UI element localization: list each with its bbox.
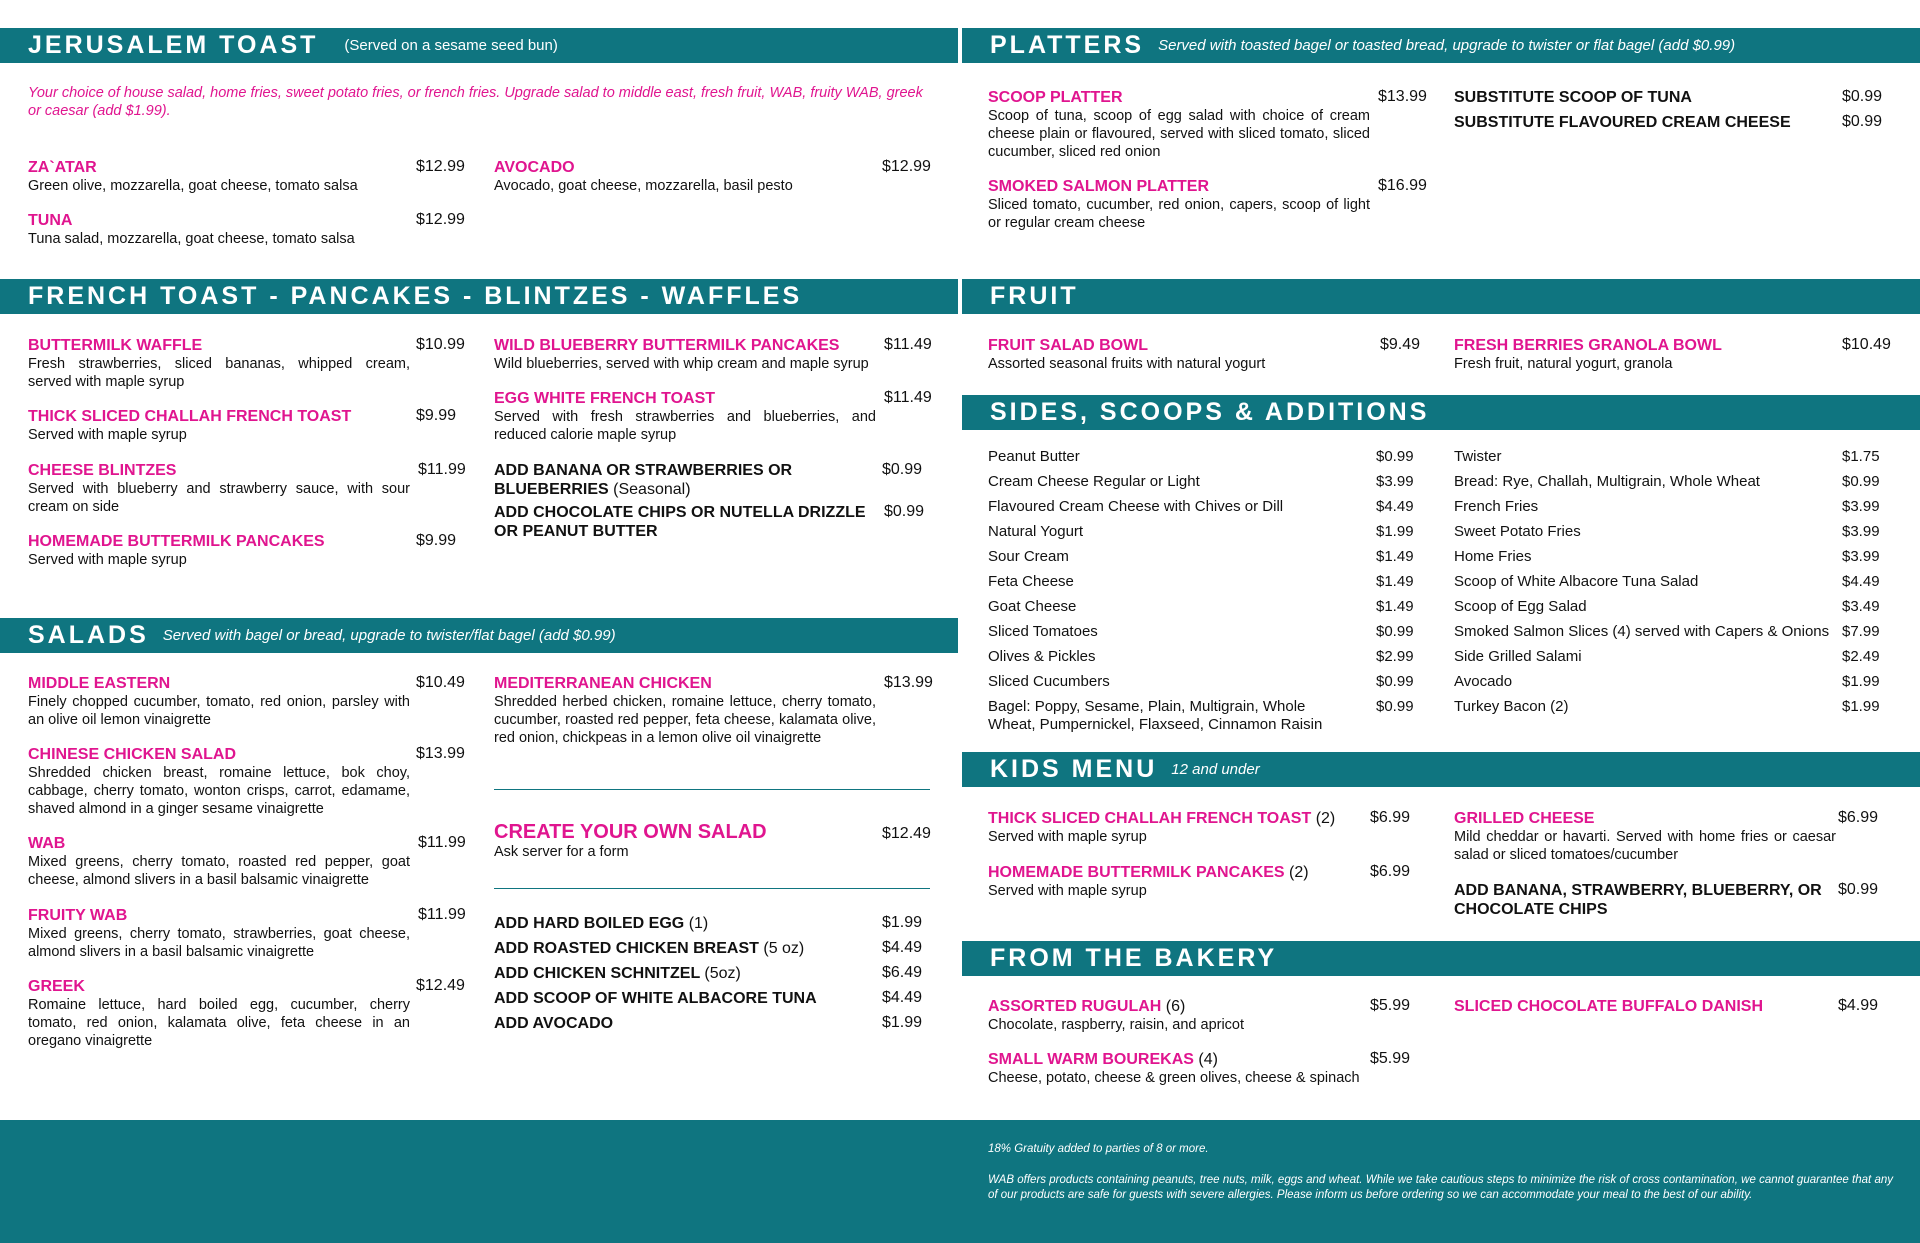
item-description: Fresh strawberries, sliced bananas, whipped cream, served with maple syrup [28, 356, 410, 390]
item-price: $16.99 [1378, 177, 1427, 194]
side-item-name: Twister [1454, 448, 1502, 465]
add-on-name: ADD AVOCADO [494, 1015, 614, 1032]
add-on-name: ADD CHICKEN SCHNITZEL [494, 965, 700, 982]
add-on-item [494, 939, 804, 958]
item-price: $10.99 [416, 336, 465, 353]
side-item-price: $2.99 [1376, 648, 1414, 665]
item-name: WAB [28, 835, 66, 852]
create-your-own-price: $12.49 [882, 825, 931, 842]
item-price: $6.99 [1370, 809, 1411, 826]
footer-band [0, 1120, 1920, 1243]
add-on-price: $4.49 [882, 989, 923, 1006]
item-description: Green olive, mozzarella, goat cheese, tomato salsa [28, 178, 358, 194]
menu-item [28, 906, 410, 961]
side-item-name: Peanut Butter [988, 448, 1080, 465]
side-item-name: Avocado [1454, 673, 1513, 690]
side-item-name: Natural Yogurt [988, 523, 1084, 540]
add-on-item [1454, 113, 1791, 132]
sides-header [962, 395, 1920, 430]
side-item-price: $1.49 [1376, 573, 1414, 590]
item-name: CHINESE CHICKEN SALAD [28, 746, 237, 763]
item-name: THICK SLICED CHALLAH FRENCH TOAST [28, 408, 352, 425]
item-description: Sliced tomato, cucumber, red onion, capers, scoop of light or regular cream cheese [988, 197, 1370, 231]
side-item-price: $3.99 [1842, 498, 1880, 515]
item-price: $10.49 [416, 674, 465, 691]
item-name: MEDITERRANEAN CHICKEN [494, 675, 712, 692]
create-your-own-description: Ask server for a form [494, 844, 629, 860]
create-your-own-salad: CREATE YOUR OWN SALAD [494, 821, 767, 843]
add-on-item [494, 914, 708, 933]
side-item-price: $1.99 [1376, 523, 1414, 540]
menu-item [494, 336, 876, 373]
item-price: $12.99 [416, 211, 465, 228]
allergy-disclaimer: WAB offers products containing peanuts, tree nuts, milk, eggs and wheat. While we take cautious steps to minimize the risk of cross contamination, we cannot guarantee that any of our products are safe for guests with severe allergies. Please inform us before ordering so we can accommodate your meal to the best of our ability. [988, 1174, 1893, 1201]
menu-item [988, 863, 1368, 900]
menu-item [28, 977, 410, 1050]
add-on-price: $0.99 [1842, 88, 1883, 105]
menu-item [28, 674, 410, 729]
side-item-name: Bread: Rye, Challah, Multigrain, Whole Wheat [1454, 473, 1760, 490]
item-name: EGG WHITE FRENCH TOAST [494, 390, 716, 407]
item-price: $12.99 [416, 158, 465, 175]
item-price: $4.99 [1838, 997, 1879, 1014]
side-item-name: Sliced Cucumbers [988, 673, 1110, 690]
add-on-name: SUBSTITUTE FLAVOURED CREAM CHEESE [1454, 114, 1791, 131]
side-item-name: Sour Cream [988, 548, 1069, 565]
item-name: ZA`ATAR [28, 159, 97, 176]
section-note: Served with toasted bagel or toasted bread, upgrade to twister or flat bagel (add $0.99) [1158, 37, 1736, 54]
item-description: Served with fresh strawberries and blueberries, and reduced calorie maple syrup [494, 409, 876, 443]
fruit-header [962, 279, 1920, 314]
add-on-price: $0.99 [882, 461, 923, 478]
item-name: GREEK [28, 978, 85, 995]
item-price: $13.99 [884, 674, 933, 691]
section-note: Served with bagel or bread, upgrade to twister/flat bagel (add $0.99) [162, 627, 616, 644]
item-name: THICK SLICED CHALLAH FRENCH TOAST [988, 810, 1312, 827]
section-title: FRENCH TOAST - PANCAKES - BLINTZES - WAFFLES [28, 282, 803, 310]
item-description: Shredded herbed chicken, romaine lettuce, cherry tomato, cucumber, roasted red pepper, feta cheese, kalamata olive, red onion, chickpeas in a lemon olive oil vinaigrette [494, 694, 876, 746]
add-on-price: $4.49 [882, 939, 923, 956]
item-qualifier: (2) [1315, 810, 1336, 827]
menu-item [28, 336, 410, 391]
add-on-item [494, 461, 824, 499]
side-item-name: Bagel: Poppy, Sesame, Plain, Multigrain, Whole Wheat, Pumpernickel, Flaxseed, Cinnamon Raisin [988, 698, 1323, 733]
menu-item [988, 177, 1370, 232]
item-price: $9.49 [1380, 336, 1421, 353]
side-item-price: $0.99 [1376, 623, 1414, 640]
menu-item [988, 997, 1368, 1034]
item-description: Fresh fruit, natural yogurt, granola [1454, 356, 1673, 372]
add-on-name: ADD BANANA, STRAWBERRY, BLUEBERRY, OR CHOCOLATE CHIPS [1454, 882, 1822, 918]
menu-item [988, 88, 1370, 161]
platters-header [962, 28, 1920, 63]
item-qualifier: (2) [1289, 864, 1309, 881]
add-on-item [1454, 881, 1834, 919]
item-price: $10.49 [1842, 336, 1891, 353]
item-description: Tuna salad, mozzarella, goat cheese, tomato salsa [28, 231, 355, 247]
item-name: SCOOP PLATTER [988, 89, 1123, 106]
section-title: PLATTERS [990, 31, 1145, 59]
menu-item [1454, 336, 1834, 373]
salads-header [0, 618, 958, 653]
add-on-name: ADD CHOCOLATE CHIPS OR NUTELLA DRIZZLE OR PEANUT BUTTER [494, 504, 866, 540]
add-on-price: $0.99 [884, 503, 925, 520]
item-qualifier: (4) [1198, 1051, 1218, 1068]
item-description: Romaine lettuce, hard boiled egg, cucumber, cherry tomato, red onion, kalamata olive, feta cheese in an oregano vinaigrette [28, 997, 410, 1049]
item-price: $5.99 [1370, 1050, 1411, 1067]
menu-item [28, 532, 410, 569]
menu-item [28, 407, 410, 444]
item-price: $6.99 [1838, 809, 1879, 826]
bakery-header [962, 941, 1920, 976]
add-on-name: ADD BANANA OR STRAWBERRIES OR BLUEBERRIES [494, 462, 793, 498]
side-item-name: Olives & Pickles [988, 648, 1096, 665]
side-item-name: Side Grilled Salami [1454, 648, 1582, 665]
menu-item [494, 389, 876, 444]
section-title: SIDES, SCOOPS & ADDITIONS [990, 398, 1430, 426]
item-price: $11.99 [418, 461, 466, 478]
add-on-item [494, 964, 741, 983]
side-item-price: $3.99 [1842, 548, 1880, 565]
item-description: Chocolate, raspberry, raisin, and apricot [988, 1017, 1245, 1033]
side-item-name: Turkey Bacon (2) [1454, 698, 1569, 715]
item-description: Served with maple syrup [988, 829, 1147, 845]
side-item-price: $3.49 [1842, 598, 1880, 615]
add-on-qualifier: (Seasonal) [613, 481, 691, 498]
item-name: WILD BLUEBERRY BUTTERMILK PANCAKES [494, 337, 840, 354]
side-item-price: $3.99 [1376, 473, 1414, 490]
side-item-price: $0.99 [1376, 673, 1414, 690]
side-item-name: Smoked Salmon Slices (4) served with Capers & Onions [1454, 623, 1830, 640]
side-item-price: $1.49 [1376, 548, 1414, 565]
item-price: $12.49 [416, 977, 465, 994]
add-on-price: $0.99 [1838, 881, 1879, 898]
add-on-name: SUBSTITUTE SCOOP OF TUNA [1454, 89, 1692, 106]
item-name: BUTTERMILK WAFFLE [28, 337, 203, 354]
item-name: SLICED CHOCOLATE BUFFALO DANISH [1454, 998, 1764, 1015]
side-item-price: $3.99 [1842, 523, 1880, 540]
section-note: (Served on a sesame seed bun) [344, 37, 558, 54]
add-on-qualifier: (5oz) [704, 965, 741, 982]
item-description: Mild cheddar or havarti. Served with home fries or caesar salad or sliced tomatoes/cucumber [1454, 829, 1836, 863]
kids-menu-header [962, 752, 1920, 787]
add-on-name: ADD HARD BOILED EGG [494, 915, 685, 932]
menu-item [1454, 997, 1834, 1016]
add-on-name: ADD SCOOP OF WHITE ALBACORE TUNA [494, 990, 817, 1007]
divider [494, 888, 930, 889]
side-item-name: French Fries [1454, 498, 1539, 515]
item-name: GRILLED CHEESE [1454, 810, 1595, 827]
item-name: MIDDLE EASTERN [28, 675, 171, 692]
add-on-price: $0.99 [1842, 113, 1883, 130]
menu-item [28, 745, 410, 818]
item-name: CHEESE BLINTZES [28, 462, 177, 479]
item-description: Served with maple syrup [28, 427, 187, 443]
item-price: $6.99 [1370, 863, 1411, 880]
item-price: $13.99 [1378, 88, 1427, 105]
menu-item [28, 158, 388, 195]
item-name: FRUITY WAB [28, 907, 128, 924]
side-item-price: $0.99 [1842, 473, 1880, 490]
item-name: FRESH BERRIES GRANOLA BOWL [1454, 337, 1722, 354]
side-item-name: Goat Cheese [988, 598, 1077, 615]
item-name: SMALL WARM BOUREKAS [988, 1051, 1194, 1068]
item-name: SMOKED SALMON PLATTER [988, 178, 1210, 195]
item-description: Mixed greens, cherry tomato, roasted red pepper, goat cheese, almond slivers in a basil balsamic vinaigrette [28, 854, 410, 888]
item-name: HOMEMADE BUTTERMILK PANCAKES [988, 864, 1285, 881]
add-on-item [1454, 88, 1692, 107]
side-item-price: $0.99 [1376, 448, 1414, 465]
menu-item [988, 1050, 1378, 1087]
item-name: ASSORTED RUGULAH [988, 998, 1162, 1015]
item-price: $11.99 [418, 834, 466, 851]
item-name: AVOCADO [494, 159, 575, 176]
side-item-price: $1.75 [1842, 448, 1880, 465]
item-qualifier: (6) [1165, 998, 1186, 1015]
side-item-price: $4.49 [1376, 498, 1414, 515]
section-title: KIDS MENU [990, 755, 1158, 783]
item-description: Wild blueberries, served with whip cream and maple syrup [494, 356, 869, 372]
item-price: $13.99 [416, 745, 465, 762]
side-item-price: $1.99 [1842, 673, 1880, 690]
jerusalem-toast-header [0, 28, 958, 63]
menu-item [28, 834, 410, 889]
item-description: Avocado, goat cheese, mozzarella, basil pesto [494, 178, 793, 194]
item-description: Finely chopped cucumber, tomato, red onion, parsley with an olive oil lemon vinaigrette [28, 694, 410, 728]
side-item-name: Scoop of White Albacore Tuna Salad [1454, 573, 1699, 590]
menu-item [988, 809, 1368, 846]
side-item-price: $1.99 [1842, 698, 1880, 715]
item-name: FRUIT SALAD BOWL [988, 337, 1148, 354]
item-price: $12.99 [882, 158, 931, 175]
french-toast-header [0, 279, 958, 314]
menu-item [1454, 809, 1836, 864]
item-price: $11.49 [884, 389, 932, 406]
item-description: Mixed greens, cherry tomato, strawberries, goat cheese, almond slivers in a basil balsamic vinaigrette [28, 926, 410, 960]
side-item-name: Home Fries [1454, 548, 1532, 565]
menu-item [494, 158, 874, 195]
menu-item [28, 211, 388, 248]
side-item-name: Sweet Potato Fries [1454, 523, 1581, 540]
jerusalem-sides-note: Your choice of house salad, home fries, sweet potato fries, or french fries. Upgrade salad to middle east, fresh fruit, WAB, fruity WAB, greek or caesar (add $1.99). [28, 85, 923, 119]
gratuity-note: 18% Gratuity added to parties of 8 or more. [988, 1143, 1209, 1155]
item-description: Assorted seasonal fruits with natural yogurt [988, 356, 1266, 372]
add-on-item [494, 503, 874, 541]
side-item-price: $2.49 [1842, 648, 1880, 665]
item-price: $9.99 [416, 407, 457, 424]
add-on-price: $1.99 [882, 914, 923, 931]
side-item-name: Flavoured Cream Cheese with Chives or Dill [988, 498, 1284, 515]
section-title: FROM THE BAKERY [990, 944, 1278, 972]
side-item-name: Scoop of Egg Salad [1454, 598, 1587, 615]
side-item-name: Feta Cheese [988, 573, 1074, 590]
add-on-item [494, 1014, 613, 1033]
section-title: FRUIT [990, 282, 1079, 310]
side-item-price: $1.49 [1376, 598, 1414, 615]
side-item-price: $0.99 [1376, 698, 1414, 715]
divider [494, 789, 930, 790]
menu-item [28, 461, 410, 516]
side-item-name: Cream Cheese Regular or Light [988, 473, 1200, 490]
menu-item [988, 336, 1368, 373]
menu-item [494, 674, 876, 747]
side-item-price: $4.49 [1842, 573, 1880, 590]
section-title: JERUSALEM TOAST [28, 31, 319, 59]
item-name: TUNA [28, 212, 73, 229]
item-price: $9.99 [416, 532, 457, 549]
item-description: Shredded chicken breast, romaine lettuce, bok choy, cabbage, cherry tomato, wonton crisps, carrot, edamame, shaved almond in a ginger sesame vinaigrette [28, 765, 410, 817]
item-description: Served with maple syrup [988, 883, 1147, 899]
section-title: SALADS [28, 621, 149, 649]
side-item-name: Sliced Tomatoes [988, 623, 1098, 640]
add-on-price: $1.99 [882, 1014, 923, 1031]
item-price: $5.99 [1370, 997, 1411, 1014]
add-on-item [494, 989, 817, 1008]
add-on-price: $6.49 [882, 964, 923, 981]
add-on-qualifier: (5 oz) [763, 940, 805, 957]
item-description: Cheese, potato, cheese & green olives, cheese & spinach [988, 1070, 1360, 1086]
item-description: Scoop of tuna, scoop of egg salad with choice of cream cheese plain or flavoured, served with sliced tomato, sliced cucumber, sliced red onion [988, 108, 1370, 160]
add-on-name: ADD ROASTED CHICKEN BREAST [494, 940, 759, 957]
side-item-price: $7.99 [1842, 623, 1880, 640]
section-note: 12 and under [1171, 761, 1260, 778]
item-price: $11.49 [884, 336, 932, 353]
item-name: HOMEMADE BUTTERMILK PANCAKES [28, 533, 325, 550]
add-on-qualifier: (1) [688, 915, 709, 932]
item-price: $11.99 [418, 906, 466, 923]
item-description: Served with blueberry and strawberry sauce, with sour cream on side [28, 481, 410, 515]
item-description: Served with maple syrup [28, 552, 187, 568]
